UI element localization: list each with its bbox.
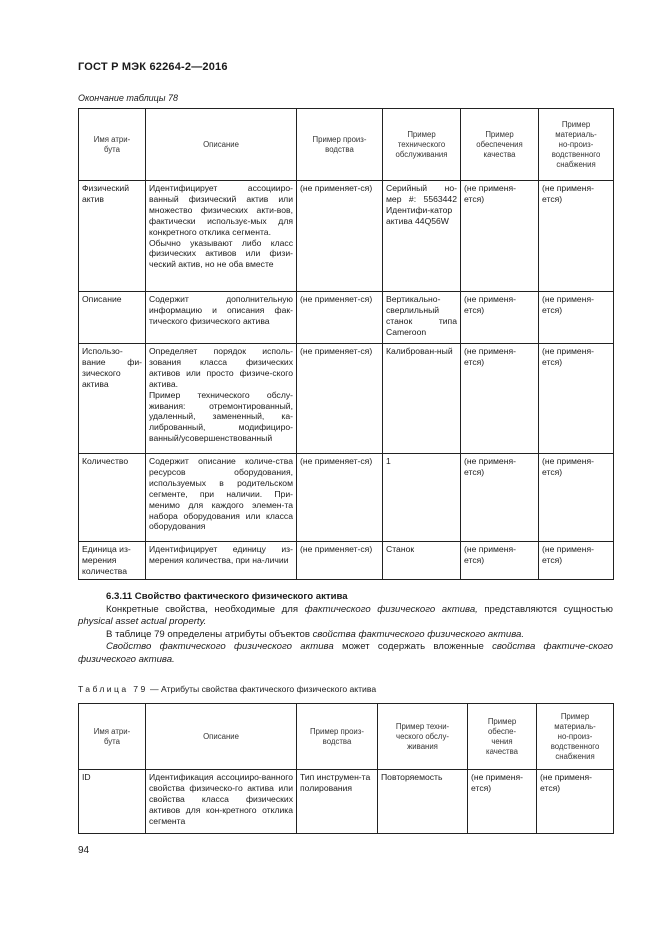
column-header-maintenance: Пример технического обслуживания	[383, 109, 461, 181]
cell-maintenance: Повторяемость	[378, 770, 468, 834]
cell-inventory: (не применя-ется)	[539, 292, 614, 344]
text-run: В таблице 79 определены атрибуты объектов	[106, 628, 313, 640]
text-run-italic: свойства фактического физического актива.	[312, 628, 524, 640]
cell-production: (не применяет-ся)	[297, 344, 383, 454]
text-run: представляются сущностью	[477, 603, 613, 615]
text-run: Конкретные свойства, необходимые для	[106, 603, 305, 615]
column-header-name: Имя атри- бута	[79, 109, 146, 181]
section-paragraph	[78, 604, 613, 629]
table-continuation-caption: Окончание таблицы 78	[78, 93, 178, 103]
column-header-quality: Пример обеспе- чения качества	[468, 704, 537, 770]
document-header: ГОСТ Р МЭК 62264-2—2016	[78, 61, 228, 73]
cell-quality: (не применя-ется)	[461, 181, 539, 292]
table-79-caption	[78, 684, 376, 694]
section-6-3-11	[78, 591, 613, 667]
cell-description: Содержит дополнительную информацию и описания фак-тического физического актива	[146, 292, 297, 344]
column-header-description: Описание	[146, 109, 297, 181]
cell-production: Тип инструмен-та полирования	[297, 770, 378, 834]
cell-name: Количество	[79, 454, 146, 542]
text-run: может содержать вложенные	[333, 641, 493, 653]
column-header-name: Имя атри- бута	[79, 704, 146, 770]
column-header-production: Пример произ- водства	[297, 109, 383, 181]
table-row	[79, 542, 614, 580]
column-header-inventory: Пример материаль- но-произ- водственного снабжения	[537, 704, 614, 770]
table-header-row	[79, 109, 614, 181]
table-row	[79, 344, 614, 454]
cell-name: Единица из-мерения количества	[79, 542, 146, 580]
cell-quality: (не применя-ется)	[461, 454, 539, 542]
text-run-italic: Свойство фактического физического актива	[106, 641, 334, 653]
table-78	[78, 108, 614, 580]
cell-inventory: (не применя-ется)	[537, 770, 614, 834]
cell-description: Идентифицирует ассоцииро-ванный физический актив или множество физических акти-вов, фактически использує-мых для конкретного отклика сегмента. Обычно указывают либо класс физических активов или физи-ческий актив, но не оба вместе	[146, 181, 297, 292]
cell-name: Физический актив	[79, 181, 146, 292]
cell-maintenance: Вертикально-сверлильный станок типа Cameroon	[383, 292, 461, 344]
column-header-maintenance: Пример техни- ческого обслу- живания	[378, 704, 468, 770]
cell-description: Содержит описание количе-ства ресурсов оборудования, используемых в родительском сегменте, при наличии. При-менимо для каждого элемен-та набора оборудования или класса оборудования	[146, 454, 297, 542]
section-paragraph	[78, 641, 613, 666]
cell-production: (не применяет-ся)	[297, 542, 383, 580]
cell-quality: (не применя-ется)	[461, 344, 539, 454]
cell-production: (не применяет-ся)	[297, 292, 383, 344]
table-row	[79, 454, 614, 542]
column-header-production: Пример произ- водства	[297, 704, 378, 770]
text-run-italic: свойства фактиче-ского физического актива.	[78, 641, 613, 665]
table-79-title: — Атрибуты свойства фактического физического актива	[147, 684, 377, 694]
text-run-italic: physical asset actual property.	[78, 616, 207, 628]
page-number: 94	[78, 845, 90, 856]
section-paragraph	[78, 629, 613, 642]
cell-quality: (не применя-ется)	[461, 292, 539, 344]
cell-production: (не применяет-ся)	[297, 181, 383, 292]
column-header-quality: Пример обеспечения качества	[461, 109, 539, 181]
cell-maintenance: 1	[383, 454, 461, 542]
cell-description: Идентифицирует единицу из-мерения количества, при на-личии	[146, 542, 297, 580]
table-row	[79, 770, 614, 834]
cell-production: (не применяет-ся)	[297, 454, 383, 542]
cell-quality: (не применя-ется)	[468, 770, 537, 834]
cell-quality: (не применя-ется)	[461, 542, 539, 580]
table-row	[79, 292, 614, 344]
cell-name: Описание	[79, 292, 146, 344]
cell-maintenance: Серийный но-мер #: 5563442 Идентифи-катор актива 44Q56W	[383, 181, 461, 292]
cell-inventory: (не применя-ется)	[539, 181, 614, 292]
cell-inventory: (не применя-ется)	[539, 454, 614, 542]
table-79	[78, 703, 614, 834]
column-header-inventory: Пример материаль- но-произ- водственного снабжения	[539, 109, 614, 181]
cell-maintenance: Станок	[383, 542, 461, 580]
table-row	[79, 181, 614, 292]
cell-description: Определяет порядок исполь-зования класса физических активов или просто физиче-ского актива. Пример технического обслу-живания: отремонтированный, удаленный, замененный, ка-либрованный, модифициро-ванный/усовершенствованный	[146, 344, 297, 454]
cell-description: Идентификация ассоцииро-ванного свойства физическо-го актива или свойства класса физических активов для кон-кретного отклика сегмента	[146, 770, 297, 834]
text-run-italic: фактического физического актива,	[304, 603, 478, 615]
cell-name: Использо-вание фи-зического актива	[79, 344, 146, 454]
cell-name: ID	[79, 770, 146, 834]
table-header-row	[79, 704, 614, 770]
cell-inventory: (не применя-ется)	[539, 344, 614, 454]
table-79-label: Таблица 79	[78, 684, 148, 694]
column-header-description: Описание	[146, 704, 297, 770]
cell-maintenance: Калиброван-ный	[383, 344, 461, 454]
section-heading: 6.3.11 Свойство фактического физического актива	[106, 591, 348, 602]
cell-inventory: (не применя-ется)	[539, 542, 614, 580]
